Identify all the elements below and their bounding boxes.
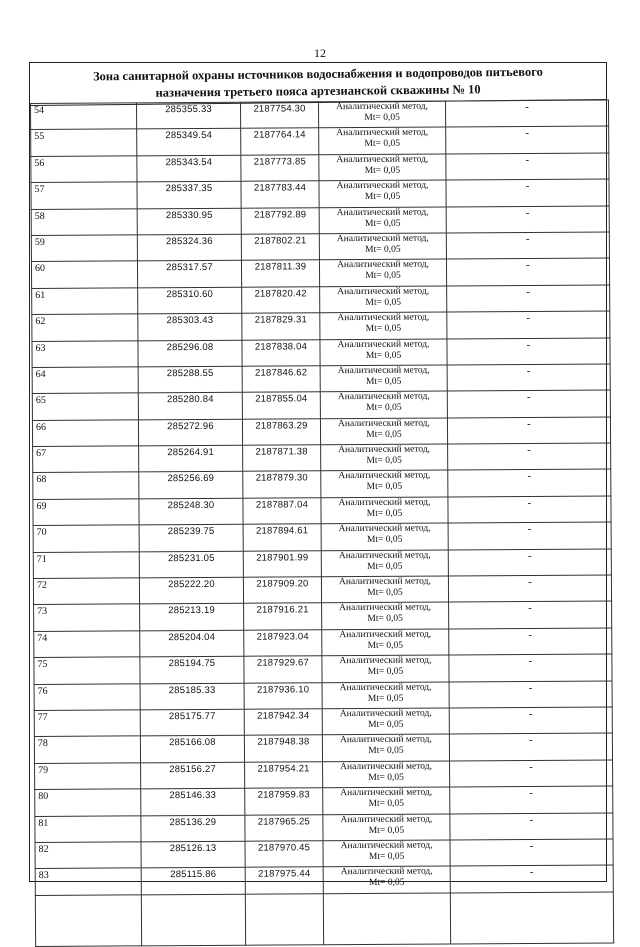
method-accuracy: Mt= 0,05	[364, 191, 401, 203]
point-number-cell: 62	[32, 314, 138, 341]
method-accuracy: Mt= 0,05	[364, 112, 400, 123]
method-name: Аналитический метод,	[339, 682, 432, 693]
table-row	[34, 681, 612, 711]
x-coordinate-cell: 285324.36	[137, 234, 241, 261]
x-coordinate-cell: 285115.86	[141, 868, 245, 895]
y-coordinate-cell: 2187829.31	[242, 313, 320, 340]
point-number-cell: 58	[31, 208, 137, 235]
point-number-cell: 57	[31, 182, 137, 209]
note-cell: -	[448, 522, 611, 549]
x-coordinate-cell: 285355.33	[137, 102, 241, 129]
x-coordinate-cell: 285239.75	[139, 524, 243, 551]
x-coordinate-cell: 285231.05	[139, 551, 243, 578]
method-name: Аналитический метод,	[340, 866, 433, 878]
table-row	[31, 179, 609, 209]
method-cell	[320, 365, 447, 392]
point-number-cell: 74	[34, 631, 140, 658]
point-number-cell: 76	[34, 683, 140, 710]
x-coordinate-cell: 285185.33	[140, 683, 244, 710]
y-coordinate-cell: 2187846.62	[242, 366, 320, 393]
x-coordinate-cell: 285175.77	[140, 709, 244, 736]
y-coordinate-cell: 2187855.04	[242, 392, 320, 419]
note-cell: -	[446, 153, 609, 180]
method-accuracy: Mt= 0,05	[365, 271, 401, 282]
note-cell: -	[446, 126, 609, 153]
method-cell	[320, 286, 447, 313]
y-coordinate-cell: 2187923.04	[244, 630, 322, 657]
empty-cell	[35, 895, 141, 947]
y-coordinate-cell: 2187942.34	[244, 709, 322, 736]
method-cell	[321, 470, 448, 497]
method-name: Аналитический метод,	[338, 576, 431, 588]
point-number-cell: 78	[34, 736, 140, 763]
y-coordinate-cell: 2187901.99	[243, 550, 321, 577]
note-cell: -	[449, 681, 612, 708]
point-number-cell: 68	[33, 472, 139, 499]
y-coordinate-cell: 2187970.45	[245, 841, 323, 868]
method-accuracy: Mt= 0,05	[365, 244, 401, 255]
table-row	[31, 100, 609, 130]
note-cell: -	[447, 390, 610, 417]
coordinates-table-body	[31, 100, 614, 946]
method-cell	[320, 312, 447, 339]
method-cell	[319, 180, 446, 207]
method-cell	[319, 127, 446, 154]
title-line-1: Зона санитарной охраны источников водоснабжения и водопроводов питьевого	[92, 64, 543, 84]
y-coordinate-cell: 2187954.21	[245, 761, 323, 788]
note-cell: -	[448, 443, 611, 470]
table-row	[34, 733, 612, 763]
method-cell	[322, 708, 449, 735]
x-coordinate-cell: 285296.08	[138, 340, 242, 367]
point-number-cell: 73	[34, 604, 140, 631]
method-cell	[321, 497, 448, 524]
table-row	[33, 549, 611, 579]
method-name: Аналитический метод,	[337, 259, 429, 271]
method-accuracy: Mt= 0,05	[367, 640, 404, 651]
method-accuracy: Mt= 0,05	[366, 508, 403, 519]
x-coordinate-cell: 285136.29	[141, 815, 245, 842]
x-coordinate-cell: 285337.35	[137, 181, 241, 208]
method-cell	[319, 233, 446, 260]
x-coordinate-cell: 285166.08	[140, 736, 244, 763]
point-number-cell: 59	[31, 235, 137, 262]
method-name: Аналитический метод,	[336, 207, 429, 218]
method-cell	[320, 418, 447, 445]
method-accuracy: Mt= 0,05	[367, 614, 403, 625]
method-accuracy: Mt= 0,05	[366, 403, 402, 414]
y-coordinate-cell: 2187838.04	[242, 339, 320, 366]
x-coordinate-cell: 285146.33	[141, 788, 245, 815]
empty-table-row	[35, 892, 613, 947]
table-row	[33, 522, 611, 552]
table-row	[32, 364, 610, 394]
y-coordinate-cell: 2187975.44	[245, 867, 323, 894]
note-cell: -	[447, 364, 610, 391]
method-cell	[322, 655, 449, 682]
method-cell	[323, 787, 450, 814]
method-name: Аналитический метод,	[336, 101, 428, 113]
table-row	[33, 469, 611, 499]
y-coordinate-cell: 2187929.67	[244, 656, 322, 683]
method-cell	[319, 259, 446, 286]
method-accuracy: Mt= 0,05	[368, 719, 404, 730]
note-cell: -	[446, 258, 609, 285]
method-cell	[319, 154, 446, 181]
note-cell: -	[449, 733, 612, 760]
method-cell	[321, 576, 448, 603]
method-accuracy: Mt= 0,05	[364, 165, 401, 176]
note-cell: -	[449, 628, 612, 655]
x-coordinate-cell: 285317.57	[137, 261, 241, 288]
method-accuracy: Mt= 0,05	[365, 350, 402, 361]
y-coordinate-cell: 2187783.44	[241, 181, 319, 208]
point-number-cell: 54	[31, 103, 137, 130]
method-name: Аналитический метод,	[339, 655, 432, 667]
method-accuracy: Mt= 0,05	[368, 772, 404, 783]
point-number-cell: 56	[31, 156, 137, 183]
empty-cell	[141, 894, 245, 946]
y-coordinate-cell: 2187916.21	[244, 603, 322, 630]
method-accuracy: Mt= 0,05	[366, 534, 403, 546]
method-accuracy: Mt= 0,05	[368, 798, 405, 810]
method-name: Аналитический метод,	[338, 471, 431, 482]
table-row	[34, 707, 612, 737]
point-number-cell: 61	[32, 288, 138, 315]
x-coordinate-cell: 285349.54	[137, 129, 241, 156]
note-cell: -	[450, 839, 613, 866]
x-coordinate-cell: 285222.20	[139, 577, 243, 604]
y-coordinate-cell: 2187773.85	[241, 155, 319, 182]
x-coordinate-cell: 285126.13	[141, 841, 245, 868]
note-cell: -	[448, 549, 611, 576]
point-number-cell: 63	[32, 340, 138, 367]
note-cell: -	[446, 179, 609, 206]
document-sheet	[29, 62, 607, 889]
table-row	[35, 839, 613, 869]
note-cell: -	[445, 100, 608, 127]
table-row	[35, 812, 613, 842]
note-cell: -	[447, 311, 610, 338]
point-number-cell: 72	[33, 578, 139, 605]
x-coordinate-cell: 285248.30	[139, 498, 243, 525]
y-coordinate-cell: 2187965.25	[245, 814, 323, 841]
method-name: Аналитический метод,	[340, 814, 433, 825]
method-accuracy: Mt= 0,05	[365, 376, 402, 387]
method-name: Аналитический метод,	[337, 365, 430, 377]
method-cell	[319, 207, 446, 234]
table-row	[33, 496, 611, 526]
y-coordinate-cell: 2187871.38	[243, 445, 321, 472]
y-coordinate-cell: 2187959.83	[245, 788, 323, 815]
point-number-cell: 70	[33, 525, 139, 552]
table-row	[31, 206, 609, 236]
y-coordinate-cell: 2187948.38	[244, 735, 322, 762]
method-name: Аналитический метод,	[338, 497, 431, 508]
method-cell	[323, 813, 450, 840]
method-name: Аналитический метод,	[337, 339, 430, 350]
title-line-2: назначения третьего пояса артезианской скважины № 10	[155, 82, 481, 100]
table-row	[35, 760, 613, 790]
note-cell: -	[447, 417, 610, 444]
method-accuracy: Mt= 0,05	[366, 482, 403, 493]
method-cell	[322, 734, 449, 761]
point-number-cell: 60	[31, 261, 137, 288]
y-coordinate-cell: 2187764.14	[241, 128, 319, 155]
point-number-cell: 83	[35, 868, 141, 895]
note-cell: -	[446, 206, 609, 233]
point-number-cell: 55	[31, 129, 137, 156]
method-accuracy: Mt= 0,05	[367, 666, 404, 678]
method-cell	[318, 101, 445, 128]
table-row	[32, 390, 610, 420]
y-coordinate-cell: 2187894.61	[243, 524, 321, 551]
point-number-cell: 64	[32, 367, 138, 394]
point-number-cell: 80	[35, 789, 141, 816]
x-coordinate-cell: 285310.60	[138, 287, 242, 314]
note-cell: -	[450, 760, 613, 787]
method-accuracy: Mt= 0,05	[364, 218, 401, 229]
note-cell: -	[448, 575, 611, 602]
point-number-cell: 79	[35, 763, 141, 790]
note-cell: -	[449, 601, 612, 628]
method-accuracy: Mt= 0,05	[365, 297, 401, 308]
method-accuracy: Mt= 0,05	[368, 825, 405, 836]
note-cell: -	[447, 285, 610, 312]
method-cell	[321, 550, 448, 577]
method-cell	[323, 761, 450, 788]
table-row	[31, 258, 609, 288]
x-coordinate-cell: 285264.91	[139, 445, 243, 472]
point-number-cell: 65	[32, 393, 138, 420]
method-cell	[321, 523, 448, 550]
method-name: Аналитический метод,	[337, 312, 430, 324]
table-row	[32, 285, 610, 315]
method-cell	[322, 682, 449, 709]
method-cell	[320, 391, 447, 418]
method-name: Аналитический метод,	[340, 761, 433, 772]
table-row	[34, 601, 612, 631]
y-coordinate-cell: 2187754.30	[240, 102, 318, 129]
method-accuracy: Mt= 0,05	[367, 561, 403, 572]
table-row	[34, 654, 612, 684]
method-name: Аналитический метод,	[337, 391, 430, 403]
table-row	[33, 443, 611, 473]
coordinates-table	[30, 99, 614, 946]
empty-cell	[323, 893, 450, 945]
method-accuracy: Mt= 0,05	[364, 139, 401, 150]
method-name: Аналитический метод,	[336, 233, 429, 245]
method-name: Аналитический метод,	[339, 708, 432, 720]
method-cell	[322, 629, 449, 656]
table-row	[32, 311, 610, 341]
method-name: Аналитический метод,	[336, 180, 429, 192]
method-name: Аналитический метод,	[339, 629, 432, 640]
note-cell: -	[446, 232, 609, 259]
table-row	[31, 126, 609, 156]
note-cell: -	[449, 707, 612, 734]
note-cell: -	[448, 469, 611, 496]
method-accuracy: Mt= 0,05	[368, 851, 405, 862]
method-cell	[323, 840, 450, 867]
x-coordinate-cell: 285156.27	[141, 762, 245, 789]
note-cell: -	[448, 496, 611, 523]
method-accuracy: Mt= 0,05	[367, 693, 404, 704]
method-name: Аналитический метод,	[337, 418, 430, 429]
method-name: Аналитический метод,	[336, 127, 429, 139]
method-name: Аналитический метод,	[338, 550, 431, 561]
table-row	[32, 337, 610, 367]
point-number-cell: 75	[34, 657, 140, 684]
method-name: Аналитический метод,	[338, 444, 431, 456]
point-number-cell: 82	[35, 842, 141, 869]
table-row	[34, 628, 612, 658]
method-name: Аналитический метод,	[339, 602, 432, 614]
x-coordinate-cell: 285213.19	[140, 604, 244, 631]
x-coordinate-cell: 285303.43	[138, 313, 242, 340]
table-row	[31, 153, 609, 183]
page-number: 12	[314, 46, 326, 60]
y-coordinate-cell: 2187863.29	[242, 418, 320, 445]
method-name: Аналитический метод,	[339, 734, 432, 746]
y-coordinate-cell: 2187879.30	[243, 471, 321, 498]
note-cell: -	[449, 654, 612, 681]
empty-cell	[245, 893, 323, 944]
note-cell: -	[447, 337, 610, 364]
point-number-cell: 66	[32, 420, 138, 447]
point-number-cell: 81	[35, 815, 141, 842]
y-coordinate-cell: 2187792.89	[241, 207, 319, 234]
method-accuracy: Mt= 0,05	[369, 878, 405, 889]
x-coordinate-cell: 285194.75	[140, 656, 244, 683]
method-accuracy: Mt= 0,05	[367, 587, 403, 598]
method-name: Аналитический метод,	[336, 154, 429, 165]
method-cell	[323, 866, 450, 893]
x-coordinate-cell: 285288.55	[138, 366, 242, 393]
point-number-cell: 71	[33, 551, 139, 578]
note-cell: -	[450, 786, 613, 813]
method-accuracy: Mt= 0,05	[366, 429, 402, 440]
y-coordinate-cell: 2187811.39	[241, 260, 319, 287]
point-number-cell: 67	[33, 446, 139, 473]
y-coordinate-cell: 2187820.42	[242, 286, 320, 313]
y-coordinate-cell: 2187802.21	[241, 234, 319, 261]
table-row	[35, 865, 613, 895]
table-row	[33, 575, 611, 605]
note-cell: -	[450, 812, 613, 839]
method-name: Аналитический метод,	[337, 286, 430, 297]
x-coordinate-cell: 285280.84	[138, 393, 242, 420]
table-row	[32, 417, 610, 447]
y-coordinate-cell: 2187909.20	[243, 577, 321, 604]
table-row	[35, 786, 613, 816]
method-name: Аналитический метод,	[340, 840, 433, 852]
y-coordinate-cell: 2187936.10	[244, 682, 322, 709]
empty-cell	[450, 892, 613, 944]
point-number-cell: 69	[33, 499, 139, 526]
method-accuracy: Mt= 0,05	[366, 455, 402, 467]
x-coordinate-cell: 285272.96	[138, 419, 242, 446]
method-cell	[322, 602, 449, 629]
x-coordinate-cell: 285330.95	[137, 208, 241, 235]
x-coordinate-cell: 285256.69	[139, 472, 243, 499]
note-cell: -	[450, 865, 613, 892]
method-cell	[320, 338, 447, 365]
method-accuracy: Mt= 0,05	[368, 746, 404, 757]
point-number-cell: 77	[34, 710, 140, 737]
method-name: Аналитический метод,	[338, 523, 431, 535]
x-coordinate-cell: 285343.54	[137, 155, 241, 182]
table-row	[31, 232, 609, 262]
method-name: Аналитический метод,	[340, 787, 433, 799]
x-coordinate-cell: 285204.04	[140, 630, 244, 657]
method-cell	[321, 444, 448, 471]
y-coordinate-cell: 2187887.04	[243, 498, 321, 525]
method-accuracy: Mt= 0,05	[365, 323, 402, 335]
